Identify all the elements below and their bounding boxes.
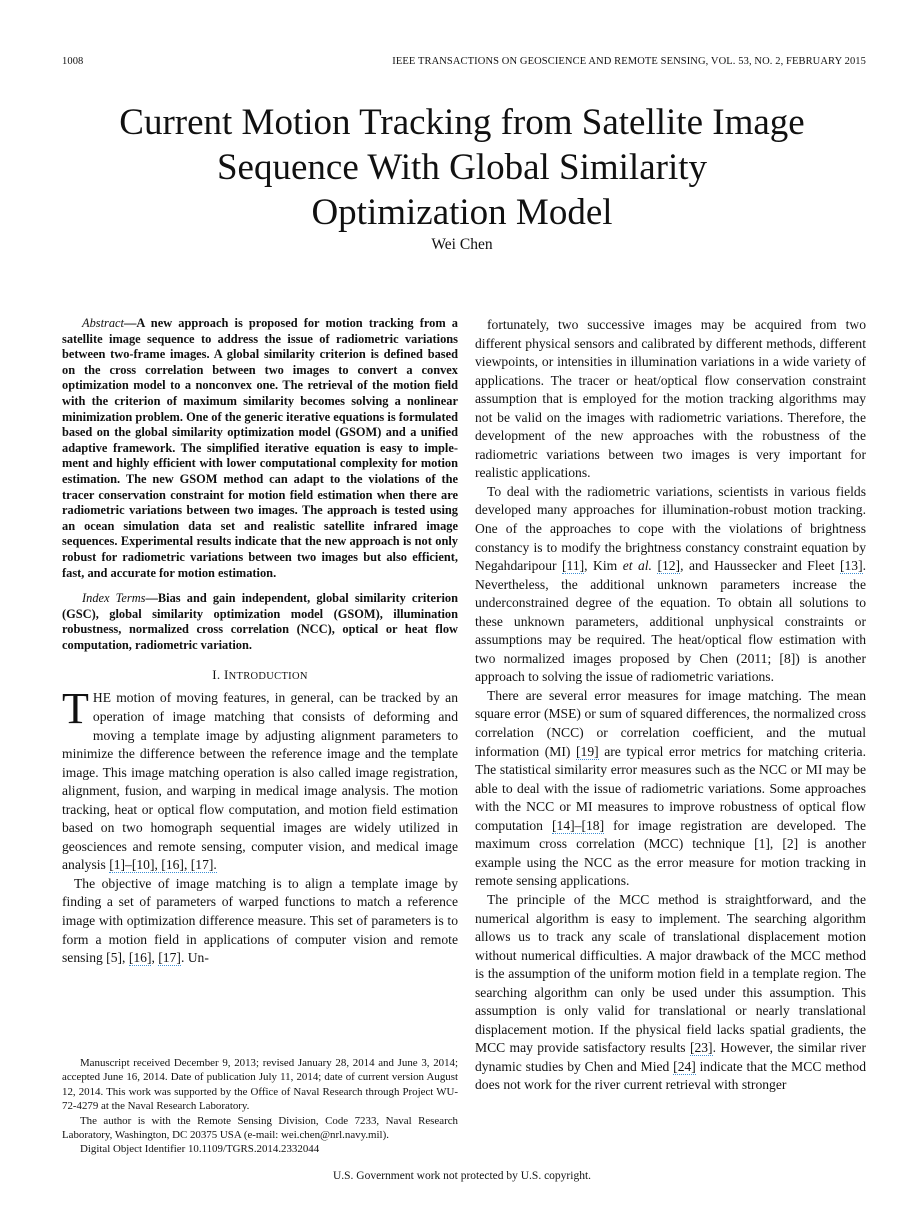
footnotes xyxy=(62,1056,458,1157)
paragraph xyxy=(475,316,866,483)
paragraph-text: , Kim xyxy=(584,558,623,574)
citation-link[interactable]: [14]–[18] xyxy=(552,817,605,833)
copyright-notice: U.S. Government work not protected by U.S. copyright. xyxy=(332,1170,592,1182)
citation-link[interactable]: [16] xyxy=(128,950,152,966)
right-column xyxy=(475,316,866,1095)
running-header: IEEE TRANSACTIONS ON GEOSCIENCE AND REMOTE SENSING, VOL. 53, NO. 2, FEBRUARY 2015 xyxy=(392,56,866,67)
citation-link[interactable]: [19] xyxy=(576,743,599,759)
section-heading xyxy=(62,667,458,683)
paper-title xyxy=(0,100,924,235)
paragraph xyxy=(62,684,458,874)
paragraph xyxy=(475,891,866,1095)
right-body xyxy=(475,316,866,1095)
paragraph xyxy=(62,875,458,968)
paragraph-text: . Nevertheless, the additional unknown parameters increase the underconstrained degree of the equation. To obtain all solutions to these unknown parameters, additional unphysical constraints or assumptions may be required. The heat/optical flow estimation with two normalized images proposed by Chen (2011; [8]) is another approach to solving the issue of radiometric variations. xyxy=(475,558,867,685)
paragraph-text: are typical error metrics for matching criteria. The statistical similarity error measures such as the NCC or MI may be able to deal with the issue of radiometric variations. Some approaches with the NCC or MI measures to improve robustness of optical flow computation xyxy=(475,743,866,833)
paragraph-text: The principle of the MCC method is straightforward, and the numerical algorithm is easy to implement. The searching algorithm allows us to track any scale of translational displacement motion without numerical difficulties. A major drawback of the MCC method is the assumption of the uniform motion field in a template region. The searching algorithm can only be used under this assumption. This assumption is only valid for translational or nearly translational displacement motion. If the physical field lacks spatial gradients, the MCC may provide satisfactory results xyxy=(475,891,866,1056)
section-first-letter: I xyxy=(223,667,229,683)
paragraph-text: indicate that the MCC method does not work for the river current retrieval with stronger xyxy=(475,1058,866,1093)
paragraph-text: for image registration are developed. The maximum cross correlation (MCC) technique [1], [2] is another example using the NCC as the error measure for motion tracking in remote sensing applications. xyxy=(475,817,867,889)
citation-link[interactable]: [23] xyxy=(689,1040,713,1056)
paragraph xyxy=(475,483,866,687)
index-terms-label: Index Terms xyxy=(82,591,146,606)
citation-link[interactable]: [12] xyxy=(657,558,681,574)
footnote-doi: Digital Object Identifier 10.1109/TGRS.2014.2332044 xyxy=(80,1143,320,1156)
left-column xyxy=(62,316,458,968)
citation-link[interactable]: [24] xyxy=(673,1058,696,1074)
title-line: Sequence With Global Similarity xyxy=(216,147,708,188)
paragraph-text: There are several error measures for image matching. The mean square error (MSE) or sum of squared differences, the normalized cross correlation (NCC) or correlation coefficient, and the mutual information (MI) xyxy=(475,687,866,759)
footnote-affiliation: The author is with the Remote Sensing Division, Code 7233, Naval Research Laboratory, Washington, DC 20375 USA (e-mail: wei.chen@nrl.navy.mil). xyxy=(62,1114,458,1142)
citation-link[interactable]: [13] xyxy=(839,558,863,574)
paragraph-text: To deal with the radiometric variations, scientists in various fields developed many approaches for illumination-robust motion tracking. One of the approaches to cope with the violations of brightness constancy is to modify the brightness constancy constraint equation by Negahdaripour xyxy=(475,483,866,574)
paragraph-text: The objective of image matching is to align a template image by finding a set of parameters of warped functions to match a reference image with optimization difference measure. This set of parameters is to form a motion field in applications of computer vision and remote sensing [5], xyxy=(62,875,458,966)
paragraph-text: HE motion of moving features, in general, can be tracked by an operation of image matching that consists of deforming and moving a template image by adjusting alignment parameters to minimize the difference between the reference image and the template image. This image matching operation is also called image registration, alignment, fusion, and warping in medical image analysis. The motion tracking, heat or optical flow computation, and motion field estimation based on two homograph sequential images are widely utilized in geosciences and remote sensing, computer vision, and medical image analysis xyxy=(62,690,458,873)
paragraph-text: fortunately, two successive images may be acquired from two different physical sensors and calibrated by different methods, different viewpoints, or intensities in illumination variations in a wide variety of applications. The tracer or heat/optical flow conservation constraint assumption that is employed for the motion tracking algorithms may not be valid on the images with radiometric variations. Therefore, the development of the new approaches with the robustness of the radiometric variations between two images is very important for realistic applications. xyxy=(475,317,866,481)
section-numeral: I. xyxy=(212,667,224,683)
index-terms xyxy=(62,591,458,653)
paragraph-text: . However, the similar river dynamic studies by Chen and Mied xyxy=(475,1040,866,1074)
index-terms-text: —Bias and gain independent, global similarity criterion (GSC), global similarity optimization model (GSOM), illumination robustness, normalized cross correlation (NCC), optical or heat flow computation, radiometric variation. xyxy=(62,591,458,652)
title-line: Optimization Model xyxy=(311,192,613,233)
paragraph-text: , xyxy=(151,950,159,966)
abstract-text: —A new approach is proposed for motion tracking from a satellite image sequence to address the issue of radiometric variations between two-frame images. A global similarity criterion is defined based on the cross correlation between two images to convert a convex optimization model to a nonconvex one. The retrieval of the motion field with the criterion of maximum similarity becomes solving a nonlinear minimization problem. One of the generic iterative equations is formulated based on the global similarity optimization model (GSOM) and a unified adaptive framework. The simplified iterative equation is easy to implement and highly efficient with lower computational complexity for motion estimation. The new GSOM method can adapt to the violations of the tracer conservation constraint for motion field estimation when there are radiometric variations between two images. The approach is tested using an ocean simulation data set and realistic satellite infrared image sequences. Experimental results indicate that the new approach is not only robust for radiometric variations between two images but also efficient, fast, and accurate for motion estimation. xyxy=(62,316,458,580)
paragraph-text: , and Haussecker and Fleet xyxy=(680,558,840,574)
abstract-label: Abstract xyxy=(82,316,124,330)
citation-link[interactable]: [17] xyxy=(158,950,181,966)
author: Wei Chen xyxy=(431,236,493,253)
paragraph-text: et al. xyxy=(622,558,652,574)
citation-link[interactable]: [11] xyxy=(562,558,585,574)
paragraph xyxy=(475,687,866,891)
paragraph-text: . Un- xyxy=(180,950,209,966)
title-line: Current Motion Tracking from Satellite Image xyxy=(119,102,805,143)
citation-link[interactable]: [1]–[10], [16], [17]. xyxy=(109,857,217,873)
abstract xyxy=(62,316,458,581)
drop-cap: T xyxy=(62,684,89,734)
left-body xyxy=(62,684,458,967)
footnote-manuscript: Manuscript received December 9, 2013; revised January 28, 2014 and June 3, 2014; accepted June 16, 2014. Date of publication July 11, 2014; date of current version August 12, 2014. This work was supported by the Office of Naval Research through Project WU-72-4279 at the Naval Research Laboratory. xyxy=(62,1057,458,1113)
section-title-rest: NTRODUCTION xyxy=(228,671,308,683)
page-number: 1008 xyxy=(62,56,84,67)
